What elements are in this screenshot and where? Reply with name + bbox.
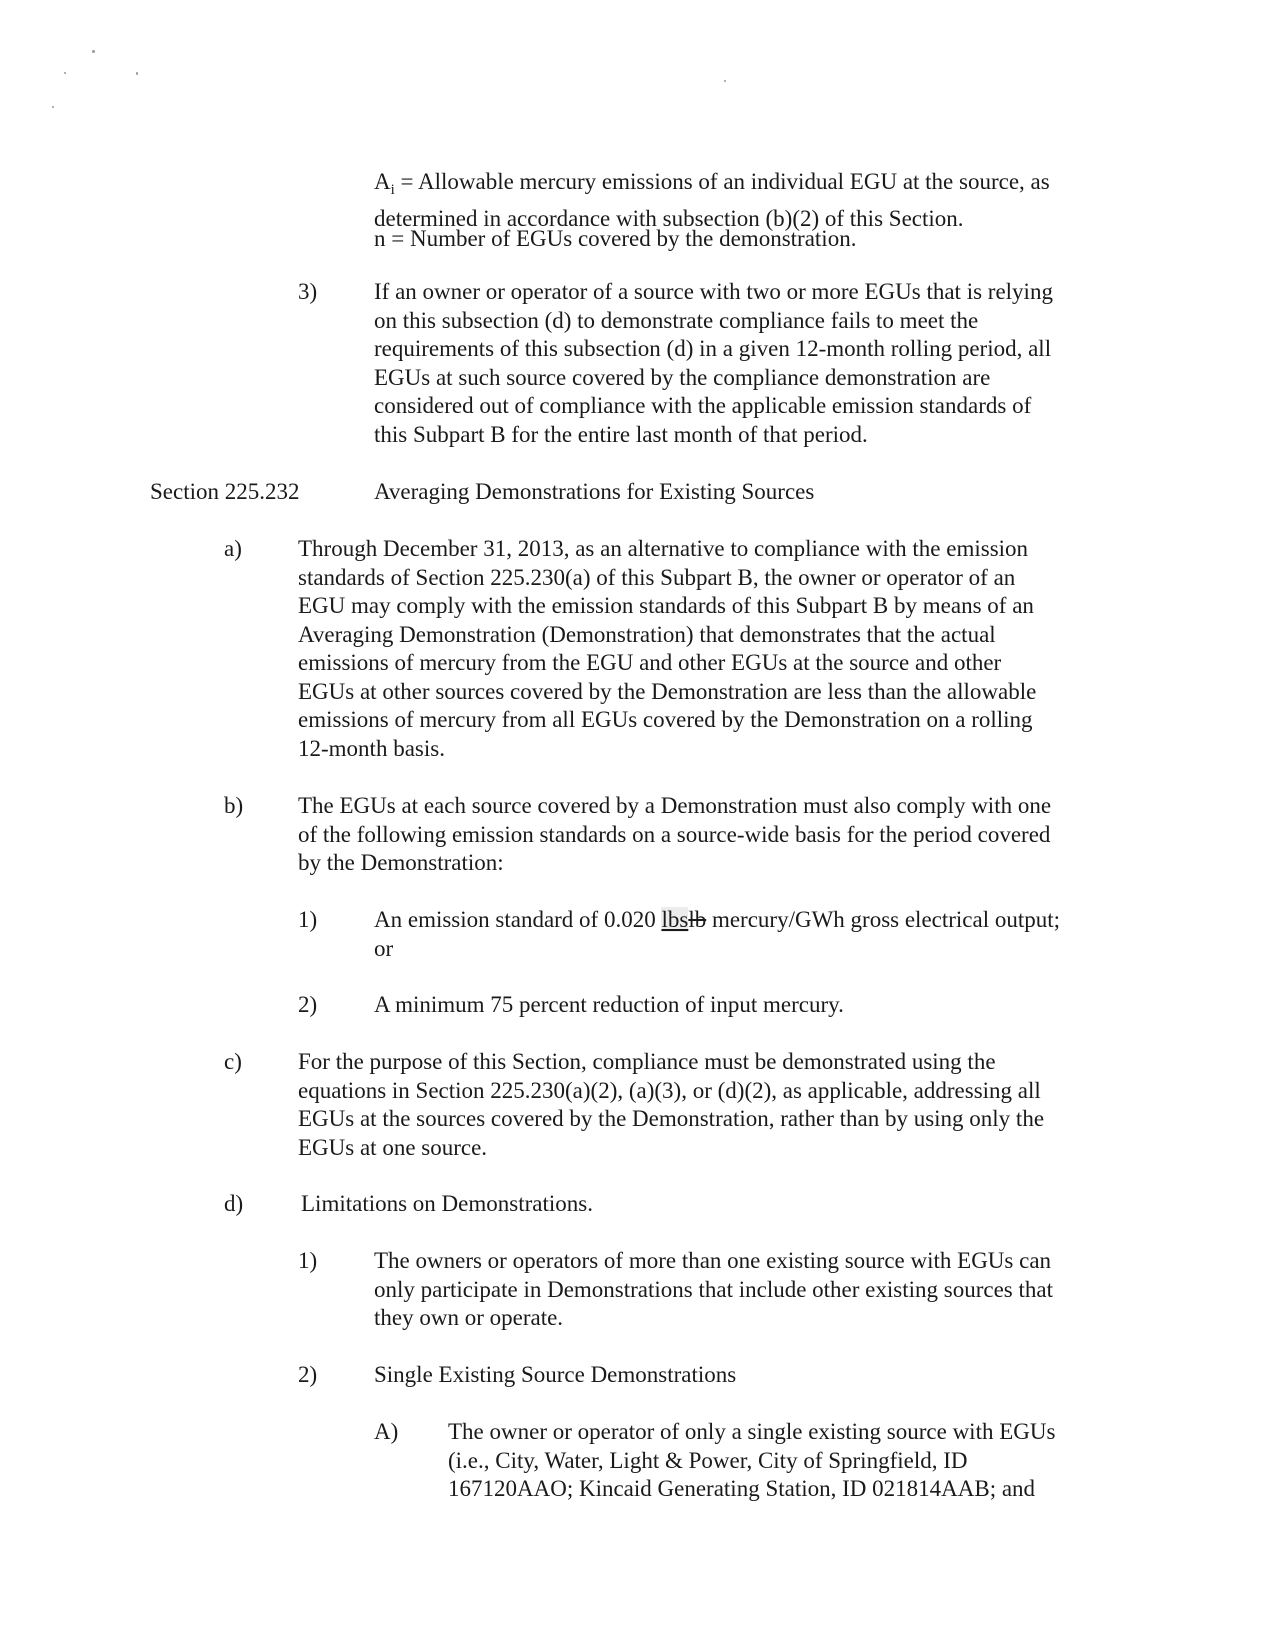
scan-speck — [92, 50, 95, 53]
a-i-line: determined in accordance with subsection (b)(2) of this Section. — [374, 205, 964, 231]
subsection-a-line: standards of Section 225.230(a) of this Subpart B, the owner or operator of an — [298, 564, 1016, 590]
scan-speck — [52, 106, 54, 108]
item-3-line: requirements of this subsection (d) in a given 12-month rolling period, all — [374, 336, 1052, 361]
subsection-c-line: For the purpose of this Section, compliance must be demonstrated using the — [298, 1049, 996, 1074]
scan-speck — [724, 80, 726, 82]
subsection-d-label: d) — [224, 1191, 244, 1216]
subsection-d-2-a-label: A) — [374, 1419, 399, 1444]
subsection-b-2-label: 2) — [298, 992, 318, 1017]
section-number: Section 225.232 — [150, 479, 300, 504]
d-2-a-line: 167120AAO; Kincaid Generating Station, ID 021814AAB; and — [448, 1476, 1036, 1501]
subsection-b-label: b) — [224, 793, 244, 818]
subsection-a-line: emissions of mercury from the EGU and other EGUs at the source and other — [298, 650, 1002, 675]
subsection-d-line: Limitations on Demonstrations. — [301, 1191, 593, 1216]
d-2-line: Single Existing Source Demonstrations — [374, 1362, 737, 1387]
d-1-line: only participate in Demonstrations that include other existing sources that — [374, 1276, 1053, 1302]
definition-n — [374, 225, 856, 254]
d-2-a-line: The owner or operator of only a single existing source with EGUs — [448, 1419, 1056, 1444]
subsection-b-text — [298, 792, 1051, 878]
item-3-line: considered out of compliance with the applicable emission standards of — [374, 393, 1032, 418]
subsection-c-line: EGUs at one source. — [298, 1134, 488, 1160]
subsection-a-line: Through December 31, 2013, as an alternative to compliance with the emission — [298, 536, 1029, 561]
subsection-a-label: a) — [224, 536, 242, 561]
subsection-d-2-label: 2) — [298, 1362, 318, 1387]
inserted-text: lbs — [661, 907, 689, 932]
subsection-d-1-text — [374, 1247, 1053, 1333]
item-3-line: If an owner or operator of a source with two or more EGUs that is relying — [374, 279, 1053, 304]
subsection-c-label: c) — [224, 1049, 242, 1074]
subsection-b-2-text — [374, 991, 844, 1020]
subsection-d-2-a-text — [448, 1418, 1055, 1504]
b-2-line: A minimum 75 percent reduction of input mercury. — [374, 992, 844, 1017]
subsection-a-line: EGU may comply with the emission standards of this Subpart B by means of an — [298, 593, 1034, 618]
subsection-b-line: by the Demonstration: — [298, 850, 504, 875]
section-title: Averaging Demonstrations for Existing Sources — [374, 479, 815, 504]
d-2-a-line: (i.e., City, Water, Light & Power, City of Springfield, ID — [448, 1447, 968, 1473]
item-3-line: this Subpart B for the entire last month of that period. — [374, 421, 868, 447]
subsection-b-1-text — [374, 906, 1060, 963]
subsection-d-2-text — [374, 1361, 736, 1390]
a-i-subscript: i — [390, 182, 395, 198]
subsection-b-1-label: 1) — [298, 907, 318, 932]
scan-speck — [64, 72, 66, 74]
b-1-line2: or — [374, 935, 394, 961]
item-3-text — [374, 278, 1053, 449]
a-i-line: = Allowable mercury emissions of an individual EGU at the source, as — [394, 169, 1050, 194]
subsection-a-line: Averaging Demonstration (Demonstration) that demonstrates that the actual — [298, 621, 996, 647]
definition-a-i — [374, 168, 1050, 233]
b-1-after: mercury/GWh gross electrical output; — [706, 907, 1061, 932]
d-1-line: The owners or operators of more than one existing source with EGUs can — [374, 1248, 1052, 1273]
item-3-line: on this subsection (d) to demonstrate compliance fails to meet the — [374, 307, 979, 333]
d-1-line: they own or operate. — [374, 1305, 564, 1330]
b-1-before: An emission standard of 0.020 — [374, 907, 662, 932]
item-3-label: 3) — [298, 279, 318, 304]
subsection-b-line: of the following emission standards on a source-wide basis for the period covered — [298, 821, 1051, 847]
subsection-c-line: EGUs at the sources covered by the Demonstration, rather than by using only the — [298, 1106, 1045, 1131]
subsection-b-line: The EGUs at each source covered by a Demonstration must also comply with one — [298, 793, 1052, 818]
n-line: n = Number of EGUs covered by the demonstration. — [374, 226, 857, 251]
subsection-a-line: 12-month basis. — [298, 735, 445, 761]
subsection-a-text — [298, 535, 1036, 763]
a-i-symbol: A — [374, 169, 391, 194]
subsection-a-line: emissions of mercury from all EGUs covered by the Demonstration on a rolling — [298, 707, 1033, 732]
scan-speck — [136, 72, 138, 75]
subsection-d-text — [301, 1190, 593, 1219]
subsection-c-text — [298, 1048, 1044, 1162]
subsection-c-line: equations in Section 225.230(a)(2), (a)(3), or (d)(2), as applicable, addressing all — [298, 1077, 1041, 1103]
item-3-line: EGUs at such source covered by the compliance demonstration are — [374, 364, 991, 390]
subsection-d-1-label: 1) — [298, 1248, 318, 1273]
subsection-a-line: EGUs at other sources covered by the Demonstration are less than the allowable — [298, 678, 1037, 704]
deleted-text: lb — [688, 907, 707, 932]
